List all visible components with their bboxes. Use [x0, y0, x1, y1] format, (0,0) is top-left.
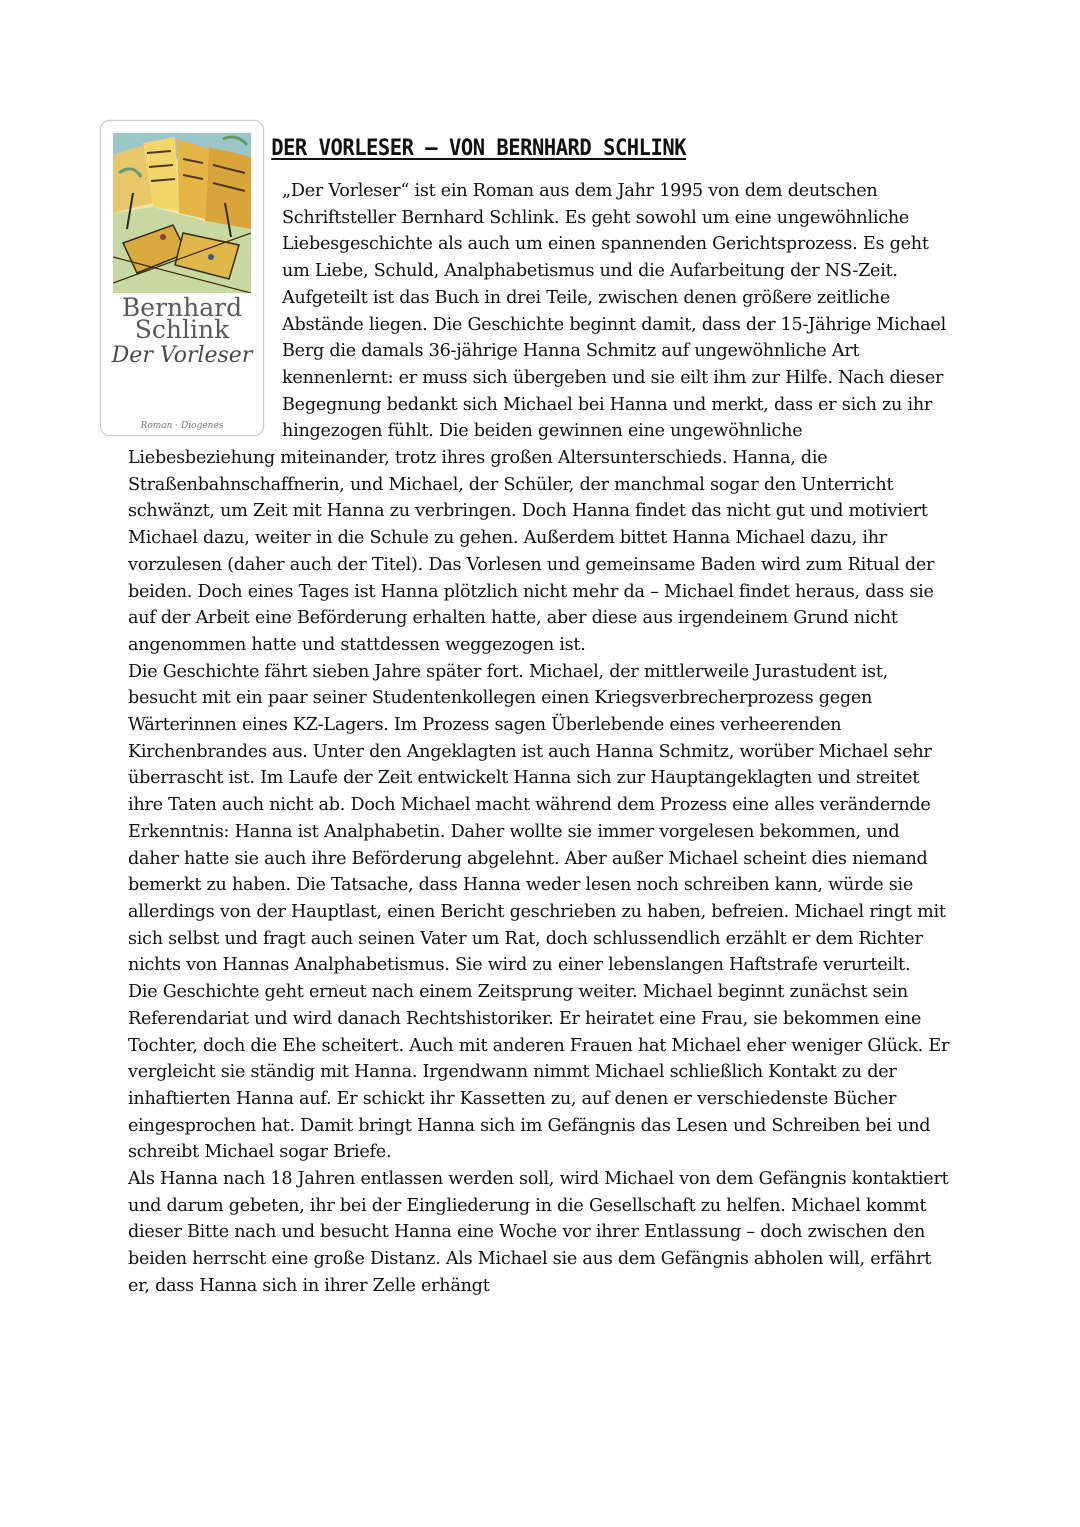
cover-author-first-name: Bernhard — [121, 293, 243, 322]
paragraph-part-one: Aufgeteilt ist das Buch in drei Teile, zwischen denen größere zeitliche Abstände liegen. Die Geschichte beginnt damit, dass der 15-Jährige Michael Berg die damals 36-jährige Hanna Schmitz auf ungewöhnliche Art kennenlernt: er muss sich übergeben und sie eilt ihm zur Hilfe. Nach dieser Begegnung bedankt sich Michael bei Hanna und merkt, dass er sich zu ihr hingezogen fühlt. Die beiden gewinnen eine ungewöhnliche Liebesbeziehung miteinander, trotz ihres großen Altersunterschieds. Hanna, die Straßenbahnschaffnerin, und Michael, der Schüler, der manchmal sogar den Unterricht schwänzt, um Zeit mit Hanna zu verbringen. Doch Hanna findet das nicht gut und motiviert Michael dazu, weiter in die Schule zu gehen. Außerdem bittet Hanna Michael dazu, ihr vorzulesen (daher auch der Titel). Das Vorlesen und gemeinsame Baden wird zum Ritual der beiden. Doch eines Tages ist Hanna plötzlich nicht mehr da – Michael findet heraus, dass sie auf der Arbeit eine Beförderung erhalten hatte, aber diese aus irgendeinem Grund nicht angenommen hatte und stattdessen weggezogen ist. — [128, 287, 946, 655]
cover-author-last-name: Schlink — [134, 315, 230, 344]
cover-publisher: Roman · Diogenes — [140, 421, 224, 431]
document-content — [111, 120, 954, 1300]
paragraph-release: Als Hanna nach 18 Jahren entlassen werden soll, wird Michael von dem Gefängnis kontaktiert und darum gebeten, ihr bei der Eingliederung in die Gesellschaft zu helfen. Michael kommt dieser Bitte nach und besucht Hanna eine Woche vor ihrer Entlassung – doch zwischen den beiden herrscht eine große Distanz. Als Michael sie aus dem Gefängnis abholen will, erfährt er, dass Hanna sich in ihrer Zelle erhängt — [128, 1169, 949, 1296]
book-cover — [100, 120, 264, 436]
document-heading: DER VORLESER – VON BERNHARD SCHLINK — [271, 136, 687, 161]
cover-title: Der Vorleser — [111, 343, 253, 368]
paragraph-intro: „Der Vorleser“ ist ein Roman aus dem Jahr 1995 von dem deutschen Schriftsteller Bernhard Schlink. Es geht sowohl um eine ungewöhnliche Liebesgeschichte als auch um einen spannenden Gerichtsprozess. Es geht um Liebe, Schuld, Analphabetismus und die Aufarbeitung der NS-Zeit. — [282, 181, 929, 282]
paragraph-part-two: Die Geschichte fährt sieben Jahre später fort. Michael, der mittlerweile Jurastudent ist, besucht mit ein paar seiner Studentenkollegen einen Kriegsverbrecherprozess gegen Wärterinnen eines KZ-Lagers. Im Prozess sagen Überlebende eines verheerenden Kirchenbrandes aus. Unter den Angeklagten ist auch Hanna Schmitz, worüber Michael sehr überrascht ist. Im Laufe der Zeit entwickelt Hanna sich zur Hauptangeklagten und streitet ihre Taten auch nicht ab. Doch Michael macht während dem Prozess eine alles verändernde Erkenntnis: Hanna ist Analphabetin. Daher wollte sie immer vorgelesen bekommen, und daher hatte sie auch ihre Beförderung abgelehnt. Aber außer Michael scheint dies niemand bemerkt zu haben. Die Tatsache, dass Hanna weder lesen noch schreiben kann, würde sie allerdings von der Hauptlast, einen Bericht geschrieben zu haben, befreien. Michael ringt mit sich selbst und fragt auch seinen Vater um Rat, doch schlussendlich erzählt er dem Richter nichts von Hannas Analphabetismus. Sie wird zu einer lebenslangen Haftstrafe verurteilt. — [128, 661, 946, 976]
paragraph-part-three: Die Geschichte geht erneut nach einem Zeitsprung weiter. Michael beginnt zunächst sein Referendariat und wird danach Rechtshistoriker. Er heiratet eine Frau, sie bekommen eine Tochter, doch die Ehe scheitert. Auch mit anderen Frauen hat Michael eher weniger Glück. Er vergleicht sie ständig mit Hanna. Irgendwann nimmt Michael schließlich Kontakt zu der inhaftierten Hanna auf. Er schickt ihr Kassetten zu, auf denen er verschiedenste Bücher eingesprochen hat. Damit bringt Hanna sich im Gefängnis das Lesen und Schreiben bei und schreibt Michael sogar Briefe. — [128, 982, 950, 1163]
